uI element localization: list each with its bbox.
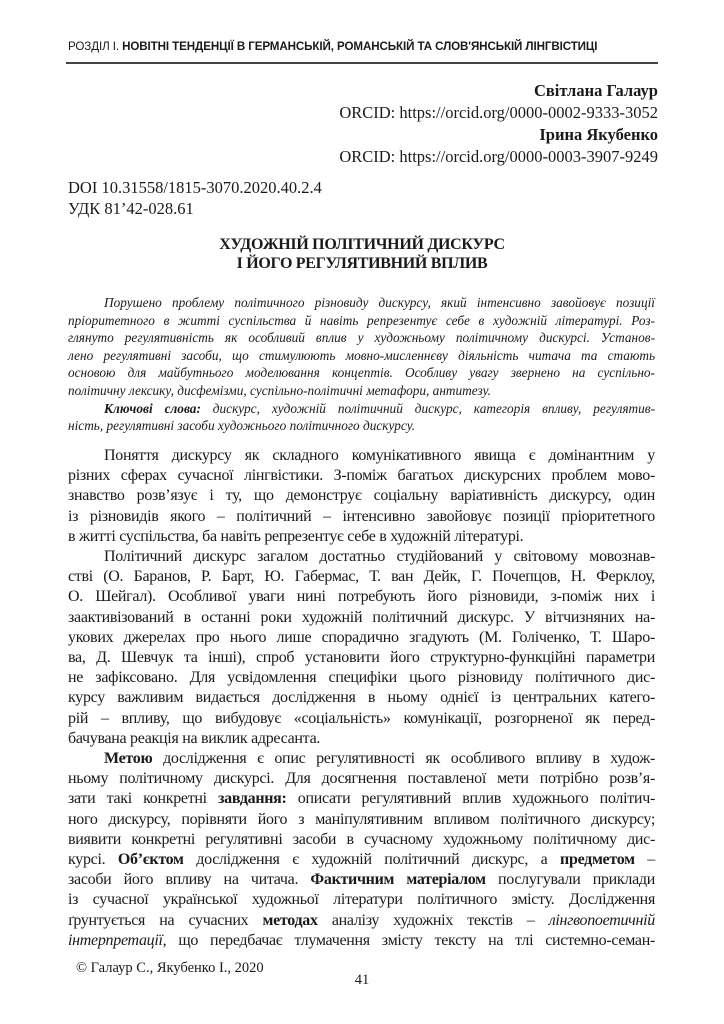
text-segment: ного дискурсу, порівняти його з маніпулятивним впливом політичного дискурсу;	[68, 810, 655, 828]
text-segment: аналізу художніх текстів –	[317, 911, 549, 929]
text-line	[68, 890, 655, 910]
emphasis-text: завдання:	[218, 790, 287, 808]
text-segment: різних сферах сучасної лінгвістики. З-поміж багатьох дискурсних проблем мово-	[68, 467, 655, 485]
udk: УДК 81’42-028.61	[68, 199, 194, 218]
text-line	[68, 567, 655, 587]
text-line	[68, 466, 655, 486]
text-line	[68, 400, 655, 418]
running-head	[68, 40, 658, 53]
text-line	[68, 911, 655, 931]
emphasis-text: лінгвопоетичній	[548, 911, 655, 929]
text-line	[68, 668, 655, 688]
text-line	[68, 931, 655, 951]
text-line	[68, 382, 655, 400]
text-line	[68, 769, 655, 789]
text-segment: Політичний дискурс загалом достатньо студійований у світовому мовознав-	[104, 548, 655, 566]
emphasis-text: предметом	[560, 851, 635, 869]
text-line	[68, 364, 655, 382]
article-body	[68, 446, 655, 951]
text-line	[68, 688, 655, 708]
text-segment: Поняття дискурсу як складного комунікативного явища є домінантним у	[104, 447, 655, 464]
text-segment: дослідження є опис регулятивності як особливого впливу в худож-	[152, 750, 655, 768]
text-line	[68, 628, 655, 648]
text-segment: не зафіксовано. Для усвідомлення специфіки цього різновиду політичного дис-	[68, 669, 655, 687]
text-segment: бачувана реакція на виклик адресанта.	[68, 729, 321, 747]
text-line	[68, 417, 655, 435]
text-segment: із сучасної української художньої літератури політичного змісту. Дослідження	[68, 891, 655, 909]
text-segment: із різновидів якого – політичний – інтенсивно завойовує позиції пріоритетного	[68, 507, 655, 525]
emphasis-text: методах	[262, 911, 318, 929]
text-segment: О. Шейгал). Особливої уваги нині потребують його різновиди, з-поміж них і	[68, 588, 655, 606]
text-line	[68, 507, 655, 527]
text-segment: укових джерелах про нього лише спорадично згадують (М. Голіченко, Т. Шаро-	[68, 628, 655, 646]
title-line: ХУДОЖНІЙ ПОЛІТИЧНИЙ ДИСКУРС	[219, 236, 505, 253]
text-segment: описати регулятивний вплив художнього політич-	[286, 790, 655, 808]
title-line: І ЙОГО РЕГУЛЯТИВНИЙ ВПЛИВ	[236, 255, 488, 272]
text-segment: політичну лексику, дисфемізми, суспільно-політичні метафори, антитезу.	[68, 382, 491, 398]
text-line	[68, 547, 655, 567]
text-segment: ність, регулятивні засоби художнього політичного дискурсу.	[68, 418, 416, 434]
text-line	[68, 294, 655, 312]
text-line	[68, 830, 655, 850]
text-segment: пріоритетного в житті суспільства й навіть репрезентує себе в художній літературі. Роз-	[68, 312, 655, 328]
text-segment: лено регулятивні засоби, що стимулюють мовно-мисленнєву діяльність читача та стають	[68, 347, 655, 363]
authors-block	[339, 80, 658, 168]
text-line	[68, 749, 655, 769]
author-orcid[interactable]: ORCID: https://orcid.org/0000-0003-3907-9249	[339, 147, 658, 166]
running-head-title: НОВІТНІ ТЕНДЕНЦІЇ В ГЕРМАНСЬКІЙ, РОМАНСЬКІЙ ТА СЛОВ'ЯНСЬКІЙ ЛІНГВІСТИЦІ	[122, 40, 598, 53]
text-segment: дискурс, художній політичний дискурс, категорія впливу, регулятив-	[200, 400, 655, 416]
text-segment: в житті суспільства, ба навіть репрезентує себе в художній літературі.	[68, 527, 524, 545]
text-segment: рій – впливу, що вибудовує «соціальність» комунікації, розгорненої як перед-	[68, 709, 655, 727]
emphasis-text: інтерпретації	[68, 931, 163, 949]
text-segment: заактивізований в останні роки художній політичний дискурс. У вітчизняних на-	[68, 608, 655, 626]
text-segment: стві (О. Баранов, Р. Барт, Ю. Габермас, Т. ван Дейк, Г. Почепцов, Н. Ферклоу,	[68, 568, 655, 586]
text-line	[68, 789, 655, 809]
text-segment: знавство розв’язує і ту, що демонструє соціальну варіативність дискурсу, один	[68, 487, 655, 505]
text-segment: ґрунтується на сучасних	[68, 911, 263, 929]
text-segment: курсу важливим видається дослідження в ньому однієї із центральних катего-	[68, 689, 655, 707]
text-segment: курсі.	[68, 851, 118, 869]
text-segment: Порушено проблему політичного різновиду дискурсу, який інтенсивно завойовує позиції	[104, 295, 655, 310]
text-segment: дослідження є художній політичний дискурс, а	[183, 851, 561, 869]
page-number: 41	[354, 972, 370, 988]
text-line	[68, 587, 655, 607]
text-line	[68, 527, 655, 547]
header-rule	[66, 62, 658, 64]
identifiers	[68, 177, 322, 219]
text-segment: зати такі конкретні	[68, 790, 219, 808]
text-segment: засоби його впливу на читача.	[68, 871, 311, 889]
text-segment: –	[634, 851, 656, 869]
text-segment: основою для майбутнього моделювання концептів. Особливу увагу звернено на суспільно-	[68, 365, 655, 381]
text-line	[68, 347, 655, 365]
text-segment: виявити конкретні регулятивні засоби в сучасному художньому політичному дис-	[68, 830, 655, 848]
text-line	[68, 608, 655, 628]
doi[interactable]: DOI 10.31558/1815-3070.2020.40.2.4	[68, 178, 322, 197]
text-line	[68, 648, 655, 668]
text-segment: , що передбачає тлумачення змісту тексту на тлі системно-семан-	[162, 931, 655, 949]
text-line	[68, 850, 655, 870]
text-line	[68, 810, 655, 830]
author-name: Ірина Якубенко	[539, 125, 658, 144]
text-line	[68, 312, 655, 330]
emphasis-text: Об’єктом	[117, 851, 184, 869]
emphasis-text: Фактичним матеріалом	[310, 871, 486, 889]
text-line	[68, 446, 655, 466]
text-line	[68, 729, 655, 749]
text-segment: глянуто регулятивність як особливий вплив у художньому політичному дискурсі. Установ-	[68, 330, 655, 346]
text-segment: ва, Д. Шевчук та інші), спроб установити його структурно-функційні параметри	[68, 649, 655, 667]
abstract	[68, 294, 655, 435]
text-line	[68, 329, 655, 347]
emphasis-text: Метою	[104, 750, 153, 768]
author-orcid[interactable]: ORCID: https://orcid.org/0000-0002-9333-3052	[339, 103, 658, 122]
text-line	[68, 486, 655, 506]
text-segment: ньому політичному дискурсі. Для досягнення поставленої мети потрібно розв’я-	[68, 770, 655, 788]
text-line	[68, 709, 655, 729]
article-title	[0, 235, 724, 273]
author-name: Світлана Галаур	[533, 81, 658, 100]
emphasis-text: Ключові слова:	[104, 400, 201, 416]
running-head-prefix: РОЗДІЛ І.	[68, 40, 123, 53]
copyright: © Галаур С., Якубенко І., 2020	[76, 960, 264, 976]
text-line	[68, 870, 655, 890]
text-segment: послугували приклади	[485, 871, 655, 889]
